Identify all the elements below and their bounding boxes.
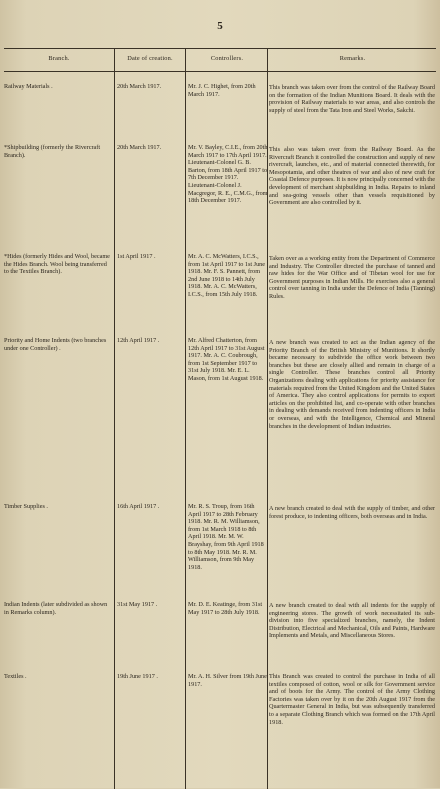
row-textiles-branch: Textiles . [4,673,27,680]
branches-table [4,48,436,789]
page-number: 5 [217,20,223,32]
row-indian-indents-branch: Indian Indents (later subdivided as shown in Remarks column). [4,601,108,616]
header-date: Date of creation. [127,55,173,62]
row-textiles-remarks: This Branch was created to control the purchase in India of all textiles composed of cotton, wool or silk for Government service and of boots for the Army. The control of the Army Clothing Factories was taken over by it on the 20th August 1917 from the Quartermaster General in India, but was subsequently transferred to a separate Clothing Branch which was formed on the 17th April 1918. [269,673,435,726]
row-textiles-date: 19th June 1917 . [117,673,158,680]
row-railway-controllers: Mr. J. C. Highet, from 20th March 1917. [188,83,256,98]
column-divider [185,49,186,789]
table-header [4,49,436,72]
row-timber-controllers: Mr. R. S. Troup, from 16th April 1917 to 28th February 1918. Mr. R. M. Williamson, from 1st March 1918 to 8th April 1918. Mr. M. W. Brayshay, from 9th April 1918 to 8th May 1918. Mr. R. M. Williamson, from 9th May 1918. [188,503,264,571]
row-priority-remarks: A new branch was created to act as the Indian agency of the Priority Branch of the British Ministry of Munitions. It shortly became necessary to subdivide the office work between two branches but these are closely allied and remain in charge of a single Controller. These branches control all Priority Organizations dealing with applications for priority assistance for materials required from the United Kingdom and the United States of America. They also control applications for permits to export articles on the prohibited list, and co-operate with other branches in dealing with demands received from indenting officers in India or overseas, and with the Intelligence, Chemical and Mineral branches in the development of Indian industries. [269,339,435,430]
header-remarks: Remarks. [339,55,366,62]
row-priority-controllers: Mr. Alfred Chatterton, from 12th April 1917 to 31st August 1917. Mr. A. C. Coubrough, from 1st September 1917 to 31st July 1918. Mr. E. L. Mason, from 1st August 1918. [188,337,265,382]
column-divider [114,49,115,789]
header-branch: Branch. [48,55,70,62]
row-railway-date: 20th March 1917. [117,83,162,90]
row-indian-indents-remarks: A new branch created to deal with all indents for the supply of engineering stores. The growth of work necessitated its sub-division into five specialized branches, namely, the Indent Distribution, Electrical and Mechanical, Oils and Paints, Hardware Implements and Metals, and Miscellaneous Stores. [269,602,435,640]
row-textiles-controllers: Mr. A. H. Silver from 19th June 1917. [188,673,267,688]
row-indian-indents-date: 31st May 1917 . [117,601,158,608]
row-shipbuilding-branch: *Shipbuilding (formerly the Rivercraft Branch). [4,144,101,159]
row-hides-remarks: Taken over as a working entity from the Department of Commerce and Industry. The Controller directed the purchase of tanned and raw hides for the War Office and of Tibetan wool for use for Government purposes in Indian Mills. He exercises also a general control over tanning in India under the Defence of India (Tanning) Rules. [269,255,435,300]
row-priority-branch: Priority and Home Indents (two branches under one Controller) . [4,337,107,352]
row-railway-remarks: This branch was taken over from the control of the Railway Board on the formation of the Indian Munitions Board. It deals with the provision of Railway materials to war areas, and also controls the supply of steel from the Tata Iron and Steel Works, Sakchi. [269,84,435,114]
row-shipbuilding-controllers: Mr. V. Bayley, C.I.E., from 20th March 1917 to 17th April 1917. Lieutenant-Colonel G. B. Barton, from 18th April 1917 to 7th December 1917. Lieutenant-Colonel J. Macgregor, R. E., C.M.G., from 18th December 1917. [188,144,268,205]
row-timber-remarks: A new branch created to deal with the supply of timber, and other forest produce, to indenting officers, both overseas and in India. [269,505,435,520]
row-shipbuilding-remarks: This also was taken over from the Railway Board. As the Rivercraft Branch it controlled the construction and supply of new rivercraft, launches, etc., and of material connected therewith, for Mesopotamia, and other theatres of war and also of new craft for Coastal Defence purposes. It is now principally concerned with the development of merchant shipbuilding in India. Repairs to inland and sea-going vessels other than vessels requisitioned by Government are also controlled by it. [269,146,435,207]
row-railway-branch: Railway Materials . [4,83,53,90]
row-timber-branch: Timber Supplies . [4,503,48,510]
row-indian-indents-controllers: Mr. D. E. Keatinge, from 31st May 1917 to 28th July 1918. [188,601,263,616]
row-timber-date: 16th April 1917 . [117,503,160,510]
row-priority-date: 12th April 1917 . [117,337,160,344]
row-hides-branch: *Hides (formerly Hides and Wool, became the Hides Branch. Wool being transferred to the Textiles Branch). [4,253,110,276]
header-controllers: Controllers. [210,55,244,62]
row-hides-controllers: Mr. A. C. McWatters, I.C.S., from 1st April 1917 to 1st June 1918. Mr. F. S. Pannett, from 2nd June 1918 to 14th July 1918. Mr. A. C. McWatters, I.C.S., from 15th July 1918. [188,253,265,298]
row-shipbuilding-date: 20th March 1917. [117,144,162,151]
row-hides-date: 1st April 1917 . [117,253,156,260]
